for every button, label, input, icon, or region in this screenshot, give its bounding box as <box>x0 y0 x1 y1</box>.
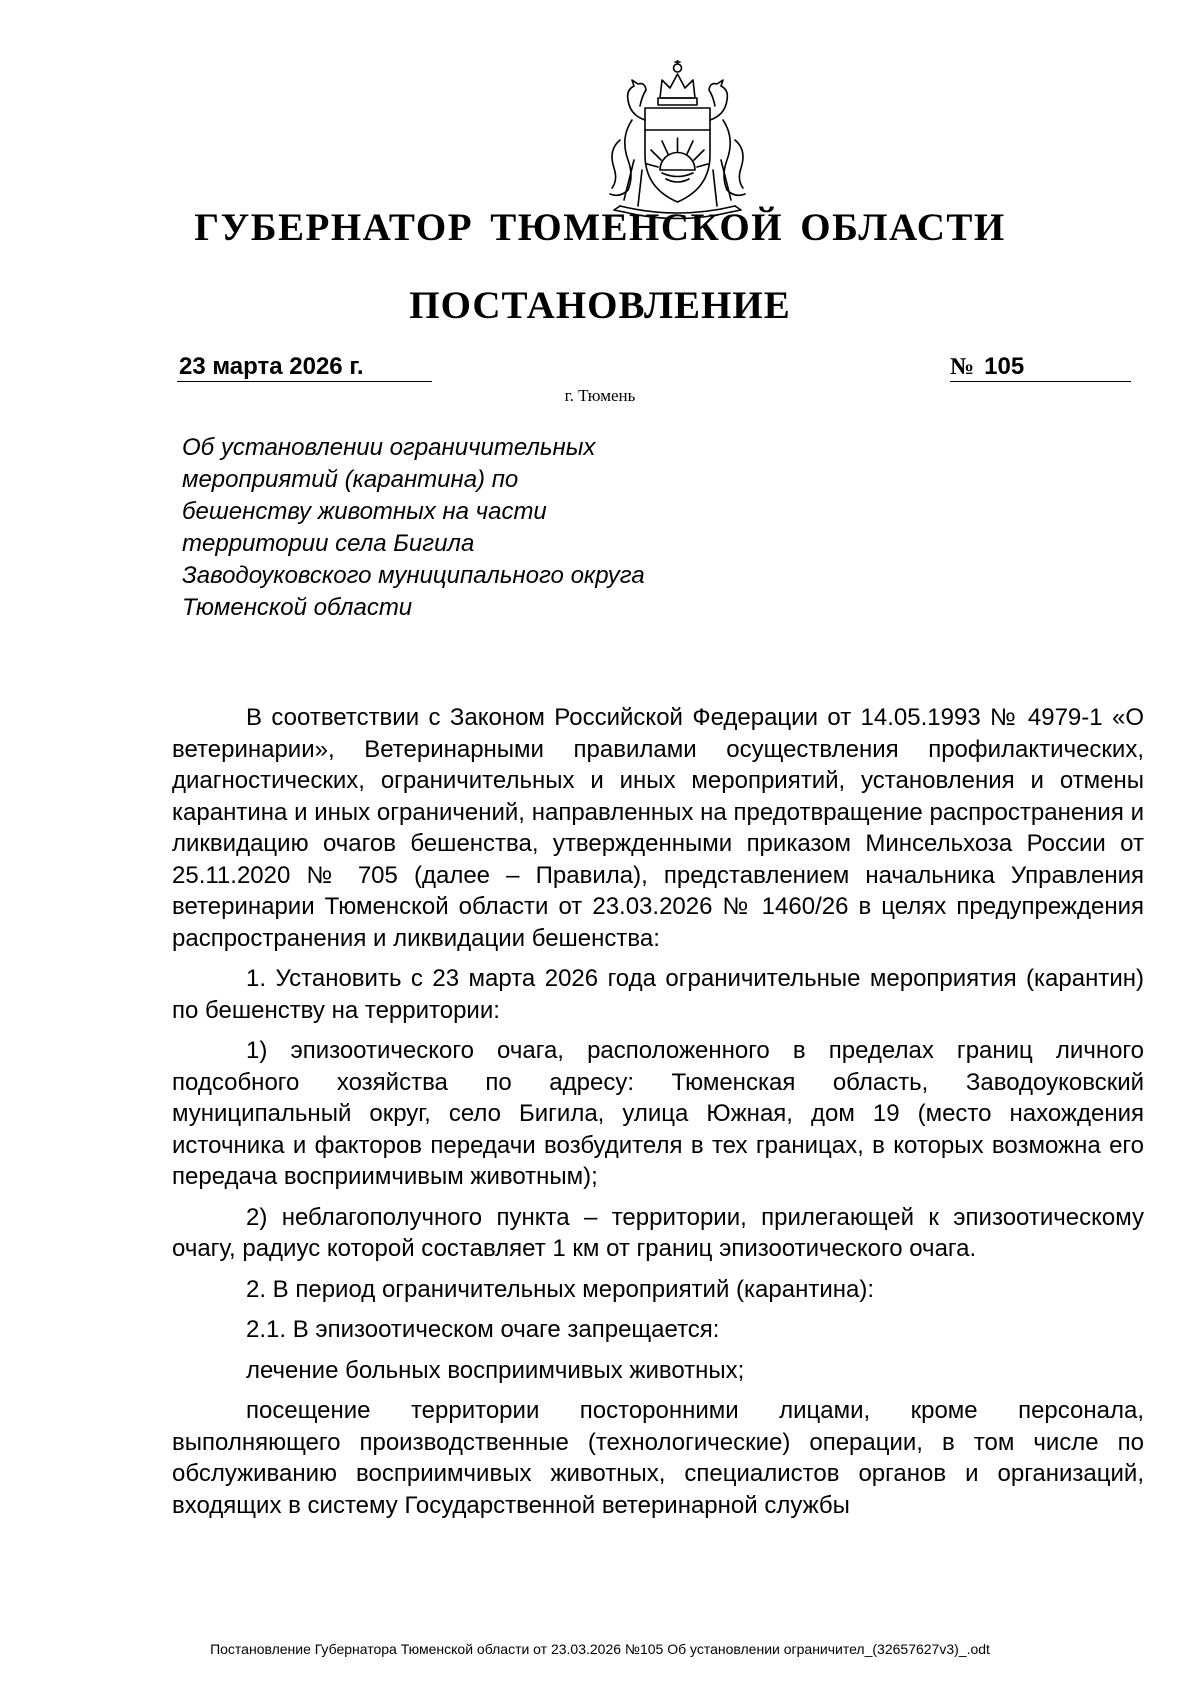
document-body <box>172 702 1144 1521</box>
document-date <box>177 353 432 382</box>
body-paragraph: 1. Установить с 23 марта 2026 года ограничительные мероприятия (карантин) по бешенству на территории: <box>172 965 1144 1024</box>
document-type-title: ПОСТАНОВЛЕНИЕ <box>409 284 791 327</box>
body-paragraph: 2. В период ограничительных мероприятий (карантина): <box>246 1275 875 1303</box>
authority-title: ГУБЕРНАТОР ТЮМЕНСКОЙ ОБЛАСТИ <box>194 206 1006 249</box>
document-city: г. Тюмень <box>564 386 636 405</box>
document-date-value: 23 марта 2026 г. <box>179 353 364 380</box>
body-paragraph: 2.1. В эпизоотическом очаге запрещается: <box>246 1316 720 1343</box>
document-number-value: 105 <box>984 353 1025 380</box>
document-number <box>950 353 1131 382</box>
body-paragraph: лечение больных восприимчивых животных; <box>246 1356 745 1384</box>
body-paragraph: 2) неблагополучного пункта – территории, прилегающей к эпизоотическому очагу, радиус которой составляет 1 км от границ эпизоотического очага. <box>172 1203 1144 1262</box>
number-sign: № <box>950 354 975 380</box>
body-paragraph: В соответствии с Законом Российской Федерации от 14.05.1993 № 4979-1 «О ветеринарии», Ветеринарными правилами осуществления профилактических, диагностических, ограничительных и иных мероприятий, установления и отмены карантина и иных ограничений, направленных на предотвращение распространения и ликвидацию очагов бешенства, утвержденными приказом Минсельхоза России от 25.11.2020 № 705 (далее – Правила), представлением начальника Управления ветеринарии Тюменской области от 23.03.2026 № 1460/26 в целях предупреждения распространения и ликвидации бешенства: <box>172 704 1144 952</box>
document-subject: Об установлении ограничительных мероприятий (карантина) по бешенству животных на части территории села Бигила Заводоуковского муниципального округа Тюменской области <box>182 434 645 621</box>
document-footer: Постановление Губернатора Тюменской области от 23.03.2026 №105 Об установлении ограничител_(32657627v3)_.odt <box>210 1641 990 1657</box>
coat-of-arms-icon <box>590 60 765 222</box>
body-paragraph: 1) эпизоотического очага, расположенного в пределах границ личного подсобного хозяйства по адресу: Тюменская область, Заводоуковский муниципальный округ, село Бигила, улица Южная, дом 19 (место нахождения источника и факторов передачи возбудителя в тех границах, в которых возможна его передача восприимчивым животным); <box>172 1037 1144 1190</box>
body-paragraph: посещение территории посторонними лицами, кроме персонала, выполняющего производственные (технологические) операции, в том числе по обслуживанию восприимчивых животных, специалистов органов и организаций, входящих в систему Государственной ветеринарной службы <box>172 1397 1144 1519</box>
